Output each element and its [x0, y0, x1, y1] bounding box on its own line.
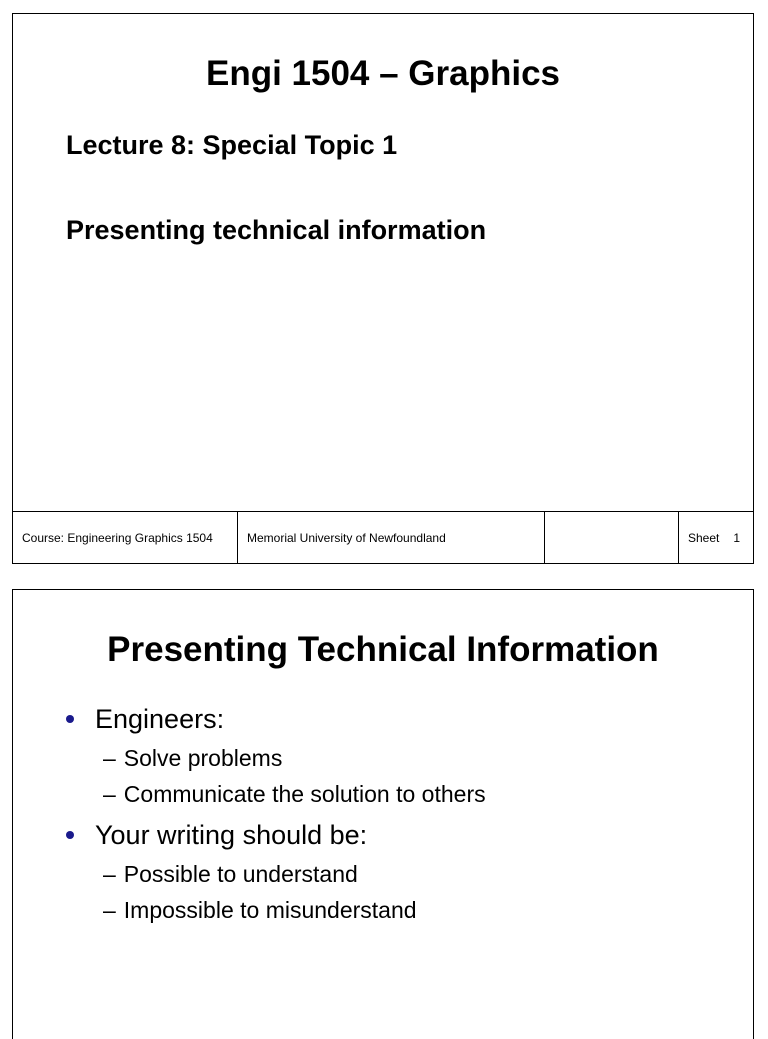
- footer-university-text: Memorial University of Newfoundland: [247, 530, 446, 545]
- dash-icon: –: [103, 861, 116, 887]
- sub-bullet-item: [103, 740, 486, 776]
- dash-icon: –: [103, 781, 116, 807]
- sub-bullet-text: Communicate the solution to others: [123, 781, 486, 807]
- sub-bullet-text: Impossible to misunderstand: [123, 897, 417, 923]
- bullet-item: [65, 818, 486, 928]
- bullet-item: [65, 702, 486, 812]
- sub-bullet-text: Solve problems: [123, 745, 283, 771]
- slide-title: Presenting Technical Information: [107, 630, 659, 669]
- slide-1: [12, 13, 754, 564]
- topic-subtitle: Presenting technical information: [66, 215, 487, 245]
- lecture-subtitle: Lecture 8: Special Topic 1: [66, 130, 398, 160]
- slide-2: [12, 589, 754, 1039]
- bullet-dot-icon: [66, 715, 74, 723]
- dash-icon: –: [103, 897, 116, 923]
- footer-sheet-number: 1: [733, 530, 741, 545]
- sub-bullet-item: [103, 892, 486, 928]
- dash-icon: –: [103, 745, 116, 771]
- bullet-text: Your writing should be:: [95, 820, 368, 850]
- sub-bullet-item: [103, 776, 486, 812]
- footer-sheet: [679, 512, 753, 563]
- footer-blank-cell: [545, 512, 679, 563]
- slide-title: Engi 1504 – Graphics: [205, 54, 561, 93]
- footer-university: [238, 512, 545, 563]
- sub-bullet-text: Possible to understand: [123, 861, 358, 887]
- footer-course-text: Course: Engineering Graphics 1504: [22, 530, 213, 545]
- footer-course: [13, 512, 238, 563]
- sub-bullet-item: [103, 856, 486, 892]
- footer-sheet-label: Sheet: [688, 530, 720, 545]
- bullet-list: [65, 702, 486, 928]
- sub-bullet-list: [103, 740, 486, 812]
- slide-footer: [13, 511, 753, 563]
- bullet-text: Engineers:: [95, 704, 225, 734]
- sub-bullet-list: [103, 856, 486, 928]
- bullet-dot-icon: [66, 831, 74, 839]
